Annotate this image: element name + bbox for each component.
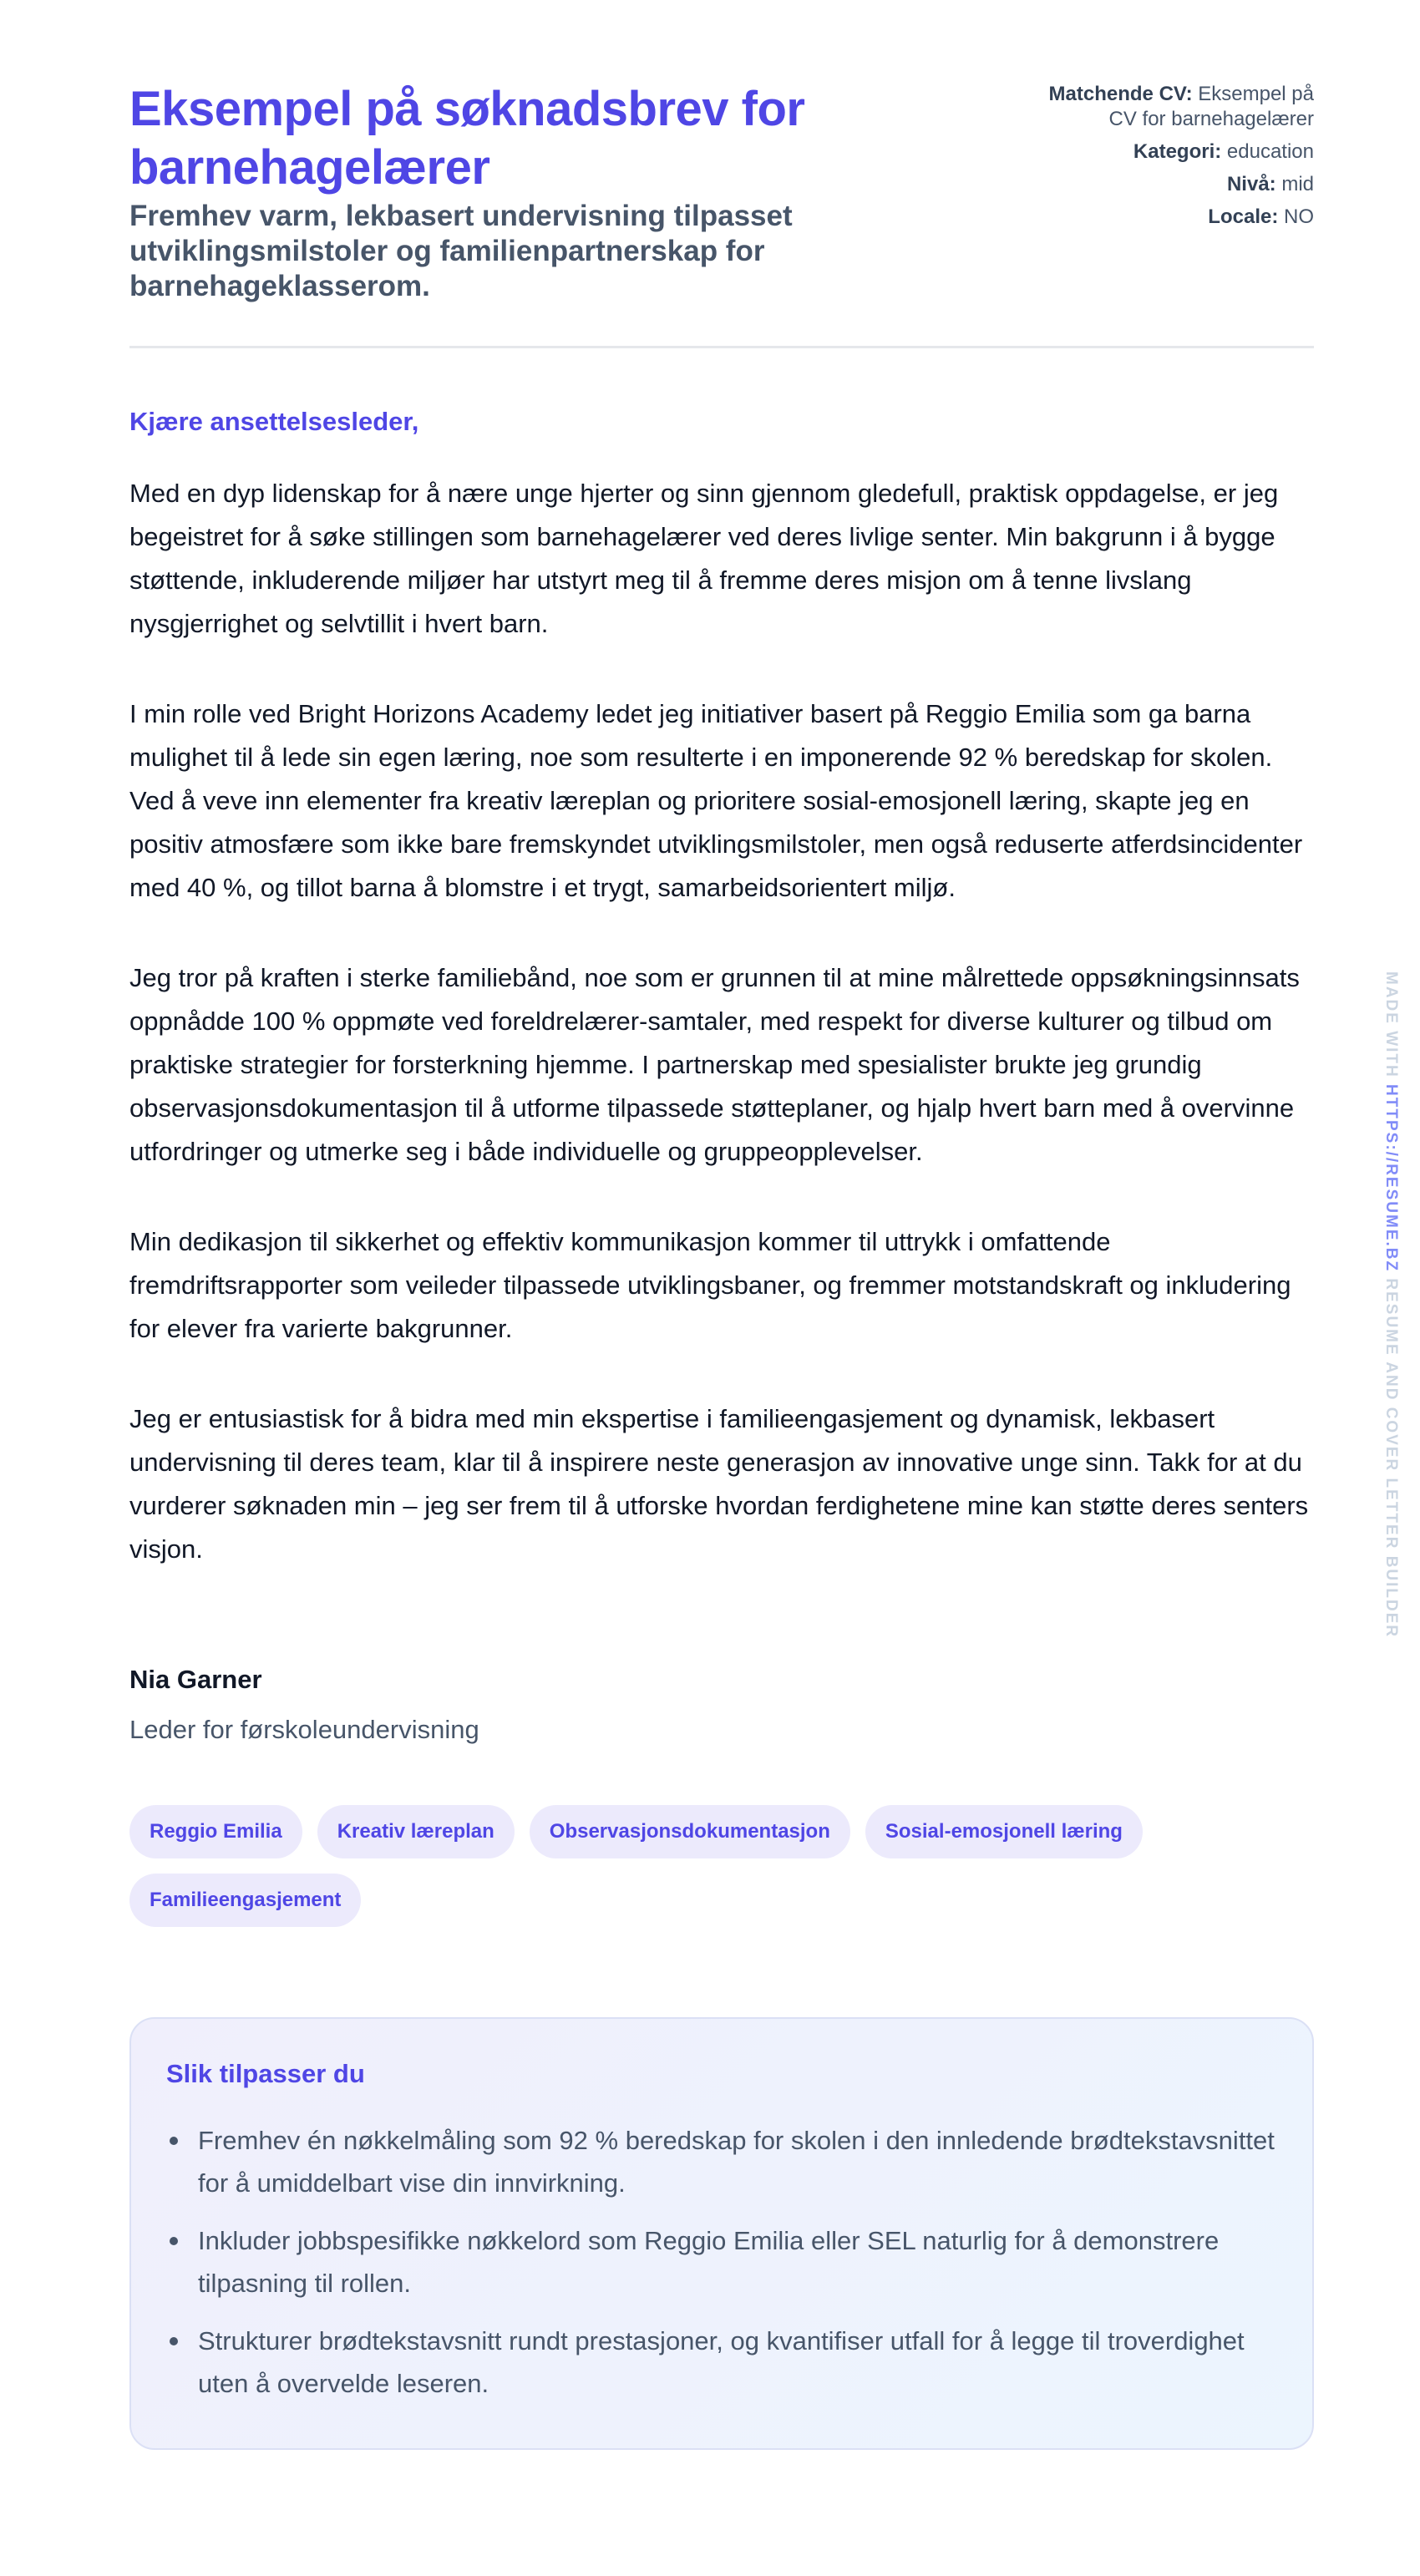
tag-kreativ-laereplan: Kreativ læreplan [317, 1805, 515, 1858]
meta-label: Nivå: [1226, 173, 1276, 195]
tip-item: Fremhev én nøkkelmåling som 92 % beredskap for skolen i den innledende brødtekstavsnittet for å umiddelbart vise din innvirkning. [166, 2119, 1277, 2204]
signature-name: Nia Garner [129, 1665, 262, 1694]
tip-item: Strukturer brødtekstavsnitt rundt prestasjoner, og kvantifiser utfall for å legge til troverdighet uten å overvelde leseren. [166, 2320, 1277, 2405]
meta-label: Locale: [1208, 205, 1279, 228]
tag-sosial-emosjonell-laering: Sosial-emosjonell læring [865, 1805, 1143, 1858]
cover-letter-page [129, 80, 1314, 2450]
signature-title: Leder for førskoleundervisning [129, 1715, 479, 1744]
meta-locale [1030, 205, 1314, 230]
meta-level [1030, 172, 1314, 197]
meta-matching-cv [1030, 82, 1314, 132]
keyword-tags [129, 1805, 1215, 1927]
page-header [129, 80, 1314, 348]
meta-info [1030, 80, 1314, 237]
meta-value: Eksempel på CV for barnehagelærer [1108, 83, 1314, 130]
tips-title: Slik tilpasser du [166, 2059, 365, 2088]
tips-box [129, 2017, 1314, 2450]
tag-observasjonsdokumentasjon: Observasjonsdokumentasjon [530, 1805, 850, 1858]
meta-category [1030, 139, 1314, 165]
meta-value: NO [1284, 205, 1314, 228]
watermark-link[interactable]: HTTPS://RESUME.BZ [1382, 1084, 1400, 1273]
watermark-text [1381, 971, 1401, 1638]
letter-paragraph: I min rolle ved Bright Horizons Academy ledet jeg initiativer basert på Reggio Emilia som ga barna mulighet til å lede sin egen læring, noe som resulterte i en imponerende 92 % beredskap for skolen. Ved å veve inn elementer fra kreativ læreplan og prioritere sosial-emosjonell læring, skapte jeg en positiv atmosfære som ikke bare fremskyndet utviklingsmilstoler, men også reduserte atferdsincidenter med 40 %, og tillot barna å blomstre i et trygt, samarbeidsorientert miljø. [129, 699, 1303, 902]
letter-paragraph: Med en dyp lidenskap for å nære unge hjerter og sinn gjennom gledefull, praktisk oppdagelse, er jeg begeistret for å søke stillingen som barnehagelærer ved deres livlige senter. Min bakgrunn i å bygge støttende, inkluderende miljøer har utstyrt meg til å fremme deres misjon om å tenne livslang nysgjerrighet og selvtillit i hvert barn. [129, 479, 1279, 638]
meta-value: education [1226, 140, 1314, 163]
page-title: Eksempel på søknadsbrev for barnehagelærer [129, 82, 805, 195]
tag-familieengasjement: Familieengasjement [129, 1874, 361, 1927]
letter-body [129, 405, 1314, 1571]
watermark [1381, 971, 1401, 1673]
header-titles [129, 80, 881, 304]
meta-value: mid [1281, 173, 1314, 195]
meta-label: Kategori: [1133, 140, 1222, 163]
letter-greeting: Kjære ansettelsesleder, [129, 407, 419, 436]
tag-reggio-emilia: Reggio Emilia [129, 1805, 302, 1858]
watermark-prefix: MADE WITH [1382, 971, 1400, 1085]
page-subtitle: Fremhev varm, lekbasert undervisning tilpasset utviklingsmilstoler og familienpartnerskap for barnehageklasserom. [129, 200, 793, 302]
letter-paragraph: Jeg tror på kraften i sterke familiebånd, noe som er grunnen til at mine målrettede oppsøkningsinnsats oppnådde 100 % oppmøte ved foreldrelærer-samtaler, med respekt for diverse kulturer og tilbud om praktiske strategier for forsterkning hjemme. I partnerskap med spesialister brukte jeg grundig observasjonsdokumentasjon til å utforme tilpassede støtteplaner, og hjalp hvert barn med å overvinne utfordringer og utmerke seg i både individuelle og gruppeopplevelser. [129, 963, 1300, 1166]
watermark-suffix: RESUME AND COVER LETTER BUILDER [1382, 1272, 1400, 1639]
tip-item: Inkluder jobbspesifikke nøkkelord som Reggio Emilia eller SEL naturlig for å demonstrere tilpasning til rollen. [166, 2219, 1277, 2305]
letter-paragraph: Jeg er entusiastisk for å bidra med min ekspertise i familieengasjement og dynamisk, lekbasert undervisning til deres team, klar til å inspirere neste generasjon av innovative unge sinn. Takk for at du vurderer søknaden min – jeg ser frem til å utforske hvordan ferdighetene mine kan støtte deres senters visjon. [129, 1404, 1309, 1564]
tips-list [166, 2119, 1277, 2405]
letter-paragraph: Min dedikasjon til sikkerhet og effektiv kommunikasjon kommer til uttrykk i omfattende fremdriftsrapporter som veileder tilpassede utviklingsbaner, og fremmer motstandskraft og inkludering for elever fra varierte bakgrunner. [129, 1227, 1291, 1343]
meta-label: Matchende CV: [1048, 83, 1193, 105]
signature [129, 1663, 1314, 1747]
